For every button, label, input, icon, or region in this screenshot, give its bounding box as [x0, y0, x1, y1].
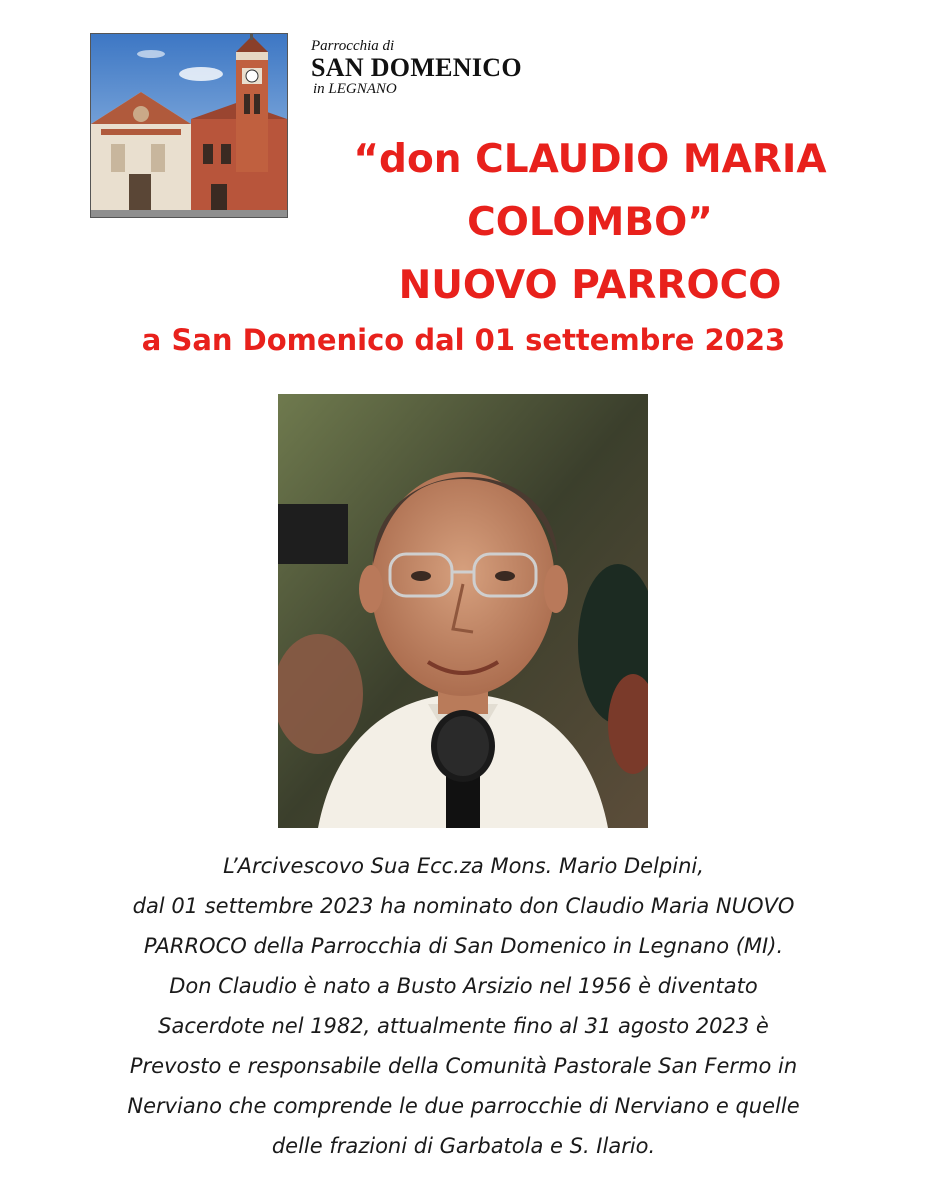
- body-text-line: L’Arcivescovo Sua Ecc.za Mons. Mario Delpini,: [223, 854, 704, 878]
- announcement-date-line: a San Domenico dal 01 settembre 2023: [141, 323, 786, 357]
- parish-header: [311, 38, 522, 98]
- body-text-line: PARROCO della Parrocchia di San Domenico in Legnano (MI).: [143, 934, 784, 958]
- church-photo: [90, 33, 288, 218]
- announcement-body: [60, 846, 867, 1166]
- parish-prefix: Parrocchia di: [311, 38, 395, 54]
- priest-portrait-photo: [278, 394, 648, 828]
- body-text-line: Nerviano che comprende le due parrocchie di Nerviano e quelle: [127, 1094, 800, 1118]
- announcement-title-line: NUOVO PARROCO: [398, 263, 782, 308]
- body-text-line: Prevosto e responsabile della Comunità Pastorale San Fermo in: [129, 1054, 798, 1078]
- body-text-line: delle frazioni di Garbatola e S. Ilario.: [271, 1134, 656, 1158]
- announcement-title-line: “don CLAUDIO MARIA: [353, 137, 827, 182]
- parish-town: in LEGNANO: [313, 81, 397, 97]
- body-text-line: Sacerdote nel 1982, attualmente fino al 31 agosto 2023 è: [158, 1014, 769, 1038]
- parish-name: SAN DOMENICO: [311, 53, 522, 82]
- body-text-line: dal 01 settembre 2023 ha nominato don Claudio Maria NUOVO: [132, 894, 795, 918]
- announcement-title-line: COLOMBO”: [467, 200, 713, 245]
- body-text-line: Don Claudio è nato a Busto Arsizio nel 1956 è diventato: [169, 974, 758, 998]
